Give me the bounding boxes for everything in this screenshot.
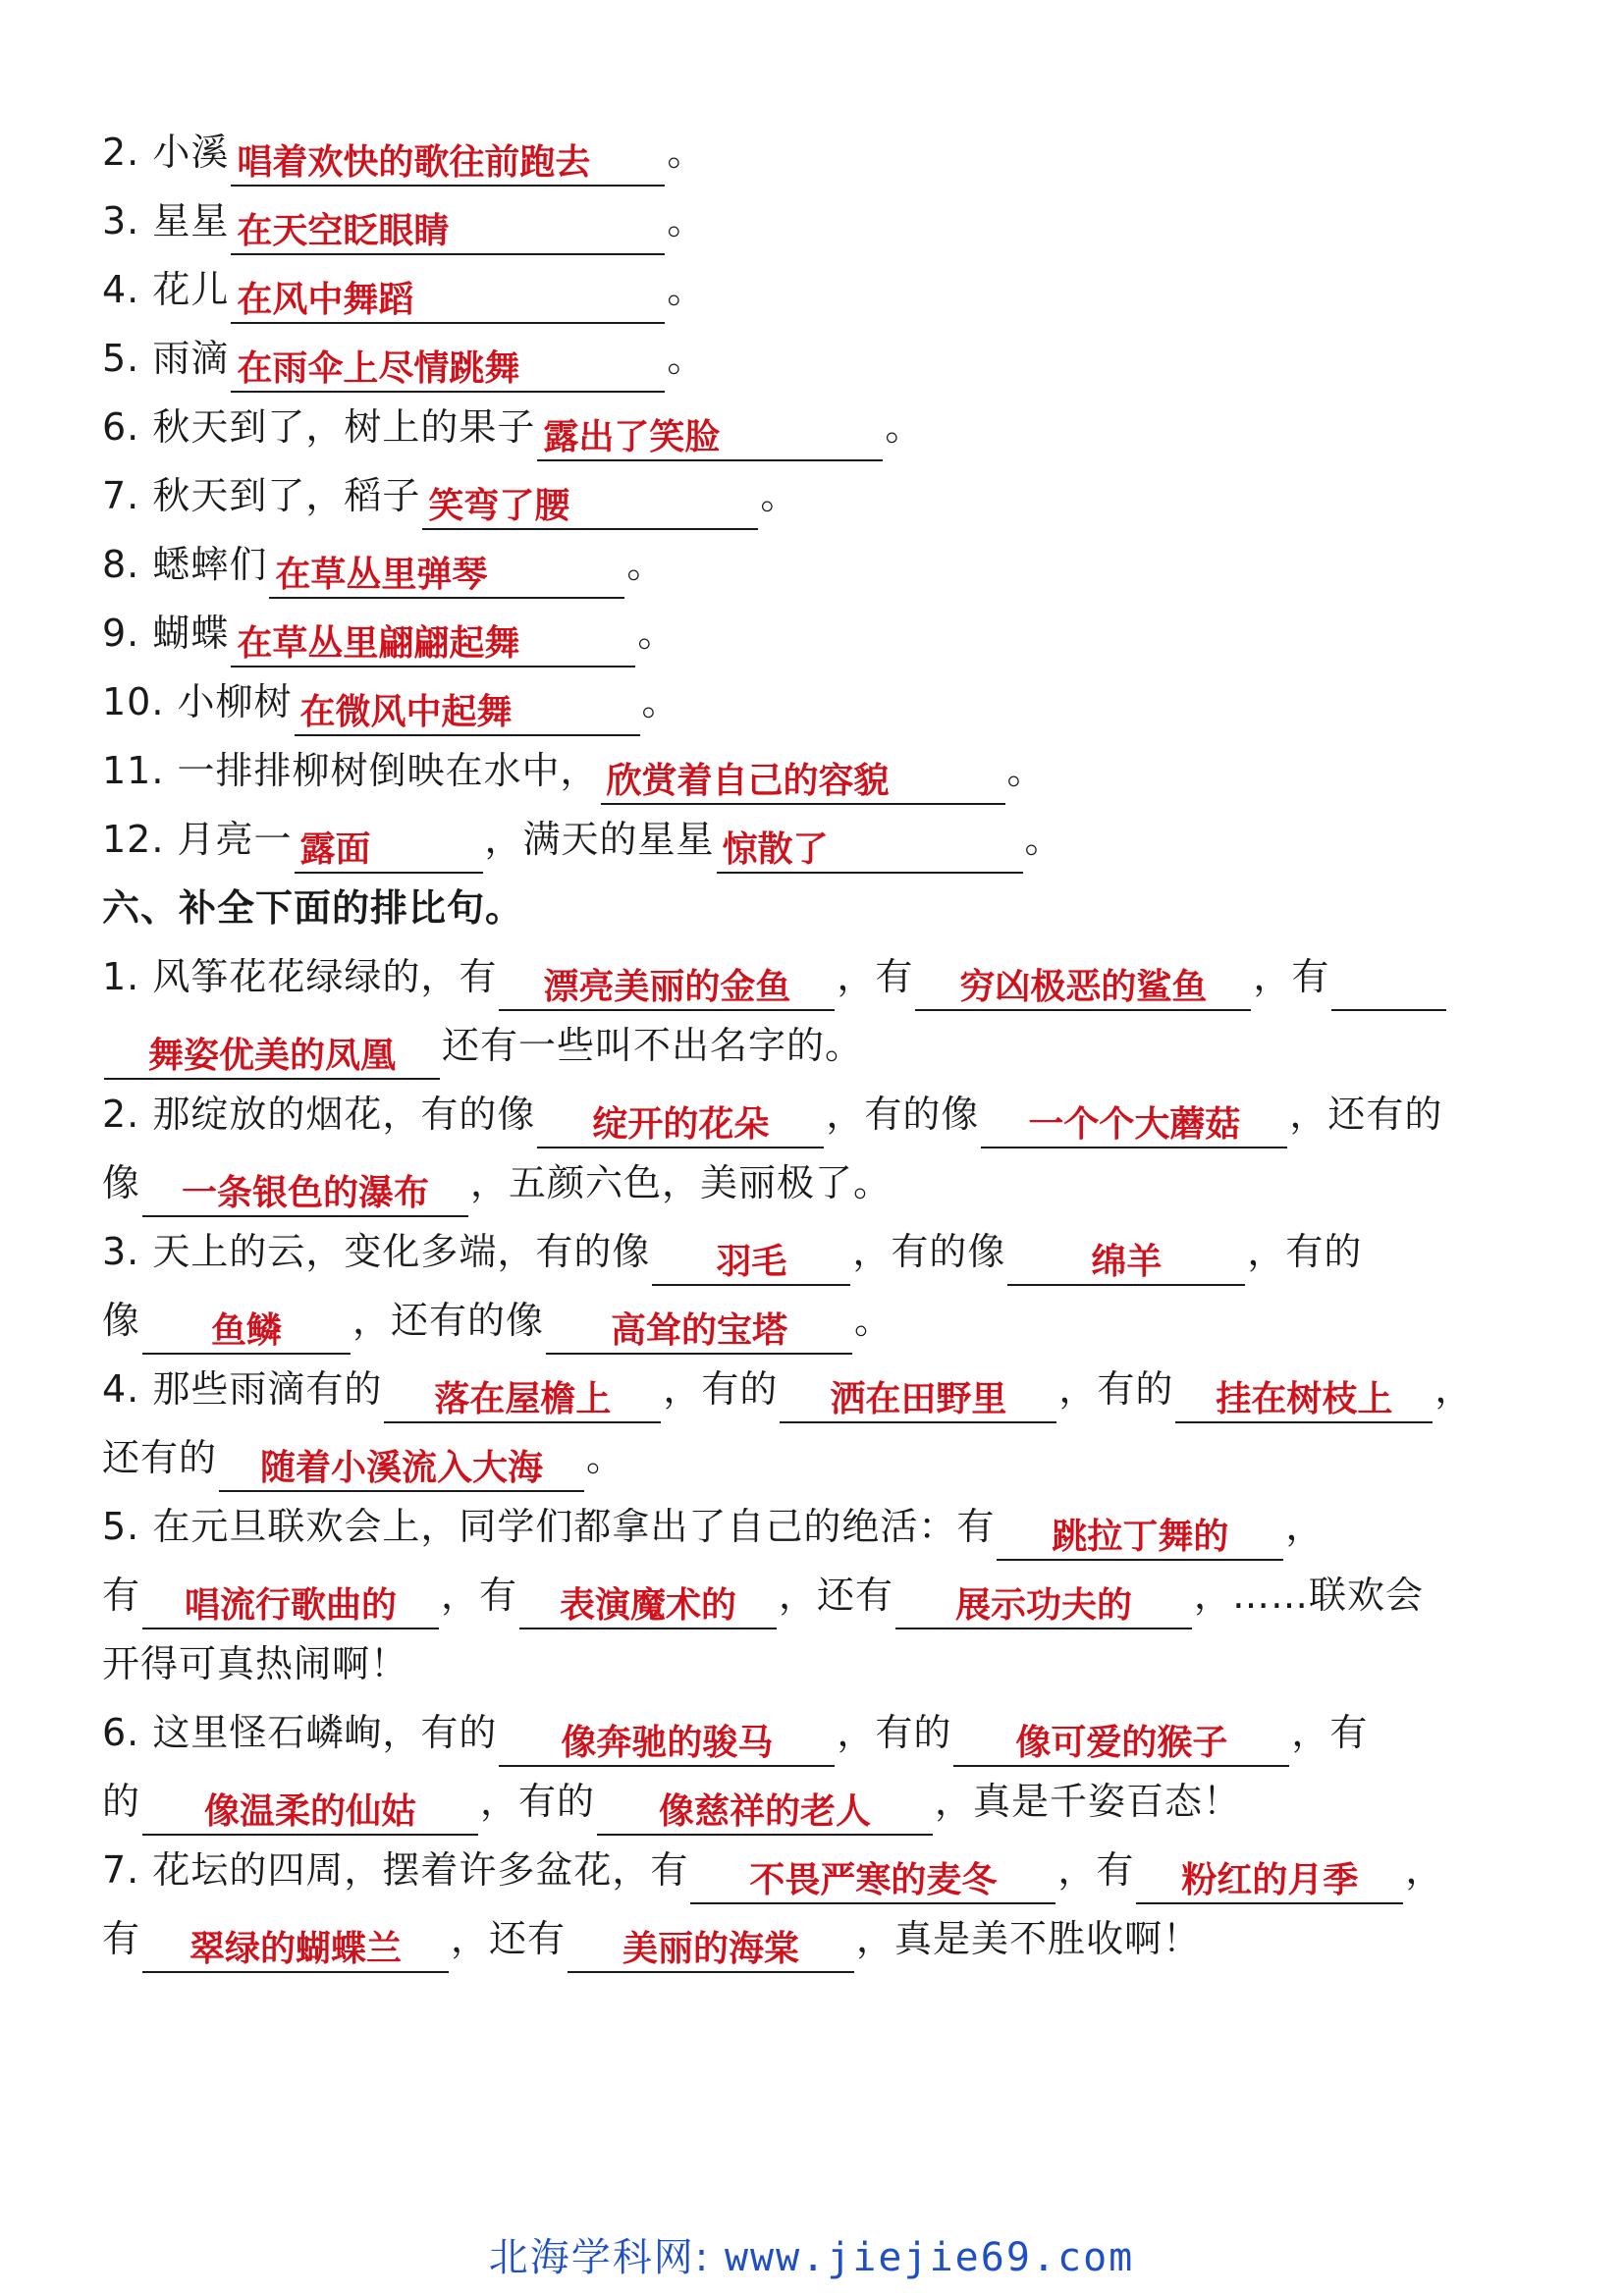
item-prompt: 2. 那绽放的烟花，有的像	[102, 1093, 536, 1136]
item-end: 。	[760, 474, 799, 517]
item-prompt: ，有的像	[826, 1093, 980, 1136]
item-prompt: ，满天的星星	[484, 818, 715, 861]
answer-text: 在草丛里翩翩起舞	[237, 623, 520, 664]
answer-text: 随着小溪流入大海	[260, 1448, 544, 1488]
answer-blank	[295, 683, 640, 736]
answer-text: 一条银色的瀑布	[182, 1173, 430, 1213]
answer-blank	[142, 1164, 468, 1217]
answer-text: 在雨伞上尽情跳舞	[237, 348, 520, 389]
item-end: 。	[885, 405, 924, 449]
parallel-item	[102, 1355, 1536, 1423]
item-prompt: 有	[102, 1574, 141, 1617]
item-prompt: 8. 蟋蟀们	[102, 543, 268, 586]
item-prompt: ，有的	[663, 1367, 779, 1411]
fill-item	[102, 599, 1536, 667]
answer-text: 笑弯了腰	[428, 486, 570, 526]
answer-text: 像慈祥的老人	[659, 1791, 872, 1832]
answer-blank	[499, 1714, 835, 1767]
answer-blank	[269, 546, 624, 599]
item-end: 。	[854, 1299, 893, 1342]
answer-text: 像可爱的猴子	[1015, 1723, 1228, 1763]
item-prompt: ，还有	[451, 1917, 567, 1960]
answer-text: 在微风中起舞	[299, 692, 513, 732]
item-prompt: 6. 秋天到了，树上的果子	[102, 405, 536, 449]
item-prompt: ，有的	[1058, 1367, 1174, 1411]
item-end: 。	[626, 543, 666, 586]
answer-blank	[104, 1027, 440, 1080]
item-prompt: 4. 花儿	[102, 268, 230, 311]
item-end: 。	[667, 268, 706, 311]
answer-blank	[997, 1508, 1283, 1561]
item-end: ，五颜六色，美丽极了。	[470, 1161, 893, 1204]
item-prompt: 像	[102, 1161, 141, 1204]
answer-text: 绽开的花朵	[592, 1104, 770, 1145]
answer-blank	[1175, 1370, 1433, 1423]
fill-item	[102, 805, 1536, 874]
answer-blank	[568, 1920, 854, 1973]
answer-text: 绵羊	[1091, 1242, 1163, 1282]
item-prompt: 5. 雨滴	[102, 337, 230, 380]
item-end: 。	[667, 337, 706, 380]
item-prompt: 7. 秋天到了，稻子	[102, 474, 421, 517]
answer-text: 跳拉丁舞的	[1052, 1517, 1229, 1557]
answer-blank	[231, 614, 635, 667]
answer-blank	[953, 1714, 1289, 1767]
answer-blank	[295, 821, 483, 874]
answer-text: 像奔驰的骏马	[561, 1723, 774, 1763]
answer-blank	[231, 340, 665, 393]
item-prompt: 6. 这里怪石嶙峋，有的	[102, 1711, 498, 1754]
answer-blank	[231, 133, 665, 187]
item-end: 。	[1024, 818, 1063, 861]
fill-item	[102, 393, 1536, 461]
answer-text: 惊散了	[722, 829, 829, 870]
item-end: 。	[641, 680, 680, 723]
item-prompt: ，还有	[779, 1574, 894, 1617]
answer-text: 露出了笑脸	[543, 417, 721, 457]
answer-blank	[231, 271, 665, 324]
answer-blank	[1007, 1233, 1245, 1286]
fill-item	[102, 187, 1536, 255]
answer-blank	[142, 1920, 449, 1973]
parallel-item-cont	[102, 1011, 1536, 1080]
answer-text: 美丽的海棠	[622, 1929, 800, 1969]
answer-blank	[422, 477, 758, 530]
answer-blank	[537, 1095, 824, 1148]
fill-item	[102, 324, 1536, 393]
answer-blank	[499, 958, 835, 1011]
item-end: ，真是千姿百态！	[935, 1780, 1242, 1823]
item-prompt: ，有	[1057, 1848, 1135, 1892]
answer-text: 落在屋檐上	[434, 1379, 612, 1419]
answer-text: 高耸的宝塔	[611, 1310, 788, 1351]
parallel-item	[102, 1080, 1536, 1148]
answer-blank	[1136, 1851, 1403, 1904]
answer-blank	[384, 1370, 661, 1423]
parallel-item	[102, 942, 1536, 1011]
item-end: 。	[1006, 749, 1046, 792]
item-prompt: ，有的	[1247, 1230, 1363, 1273]
answer-text: 羽毛	[716, 1242, 787, 1282]
fill-item	[102, 530, 1536, 599]
item-prompt: 3. 天上的云，变化多端，有的像	[102, 1230, 651, 1273]
item-prompt: ，	[1434, 1367, 1474, 1411]
answer-text: 欣赏着自己的容貌	[606, 761, 890, 801]
parallel-item-cont	[102, 1904, 1536, 1973]
answer-blank	[142, 1302, 351, 1355]
parallel-item-cont	[102, 1629, 1536, 1698]
item-end: 。	[637, 612, 676, 655]
item-prompt: ，有	[1291, 1711, 1369, 1754]
answer-blank	[142, 1783, 478, 1836]
item-prompt: 还有的	[102, 1436, 218, 1479]
item-prompt: 11. 一排排柳树倒映在水中，	[102, 749, 599, 792]
answer-blank	[219, 1439, 584, 1492]
answer-blank	[597, 1783, 933, 1836]
answer-text: 漂亮美丽的金鱼	[543, 967, 791, 1007]
parallel-item-cont	[102, 1561, 1536, 1629]
answer-text: 像温柔的仙姑	[204, 1791, 417, 1832]
item-end: 开得可真热闹啊！	[102, 1642, 409, 1685]
footer-url[interactable]: www.jiejie69.com	[724, 2235, 1135, 2280]
answer-text: 展示功夫的	[955, 1585, 1133, 1626]
answer-blank	[231, 202, 665, 255]
answer-blank	[915, 958, 1251, 1011]
item-prompt: 像	[102, 1299, 141, 1342]
answer-blank	[601, 752, 1005, 805]
answer-text: 在风中舞蹈	[237, 280, 414, 320]
answer-blank	[1331, 958, 1446, 1011]
answer-text: 舞姿优美的凤凰	[147, 1036, 396, 1076]
parallel-item	[102, 1836, 1536, 1904]
item-prompt: 9. 蝴蝶	[102, 612, 230, 655]
answer-text: 挂在树枝上	[1216, 1379, 1393, 1419]
answer-blank	[895, 1576, 1192, 1629]
item-prompt: ，有的	[480, 1780, 596, 1823]
answer-text: 鱼鳞	[211, 1310, 283, 1351]
item-prompt: 3. 星星	[102, 199, 230, 242]
page-footer	[0, 2226, 1623, 2282]
fill-item	[102, 736, 1536, 805]
item-prompt: ，	[1285, 1505, 1325, 1548]
parallel-item	[102, 1698, 1536, 1767]
answer-text: 一个个大蘑菇	[1028, 1104, 1241, 1145]
item-prompt: 4. 那些雨滴有的	[102, 1367, 383, 1411]
fill-item	[102, 667, 1536, 736]
answer-blank	[690, 1851, 1055, 1904]
answer-blank	[519, 1576, 777, 1629]
item-prompt: ，还有的	[1289, 1093, 1443, 1136]
fill-item	[102, 118, 1536, 187]
answer-blank	[537, 408, 883, 461]
item-prompt: 的	[102, 1780, 141, 1823]
answer-blank	[142, 1576, 439, 1629]
item-prompt: 7. 花坛的四周，摆着许多盆花，有	[102, 1848, 689, 1892]
item-prompt: ，有的像	[852, 1230, 1006, 1273]
answer-blank	[717, 821, 1023, 874]
item-end: 。	[667, 199, 706, 242]
answer-text: 在草丛里弹琴	[275, 555, 488, 595]
answer-blank	[780, 1370, 1056, 1423]
answer-text: 不畏严寒的麦冬	[749, 1860, 998, 1900]
fill-item	[102, 461, 1536, 530]
answer-text: 穷凶极恶的鲨鱼	[959, 967, 1208, 1007]
answer-text: 翠绿的蝴蝶兰	[189, 1929, 403, 1969]
item-prompt: ，有	[1253, 955, 1330, 998]
item-prompt: 12. 月亮一	[102, 818, 293, 861]
item-prompt: ，有	[837, 955, 914, 998]
item-prompt: ，	[1405, 1848, 1444, 1892]
answer-text: 露面	[299, 829, 371, 870]
item-prompt: ，有的	[837, 1711, 952, 1754]
parallel-item	[102, 1217, 1536, 1286]
item-end: ，真是美不胜收啊！	[856, 1917, 1202, 1960]
parallel-item	[102, 1492, 1536, 1561]
item-prompt: ，……联欢会	[1194, 1574, 1425, 1617]
fill-item	[102, 255, 1536, 324]
parallel-item-cont	[102, 1767, 1536, 1836]
item-prompt: 5. 在元旦联欢会上，同学们都拿出了自己的绝活：有	[102, 1505, 996, 1548]
parallel-item-cont	[102, 1148, 1536, 1217]
worksheet-page	[102, 118, 1536, 1973]
answer-blank	[652, 1233, 850, 1286]
item-end: 。	[667, 131, 706, 174]
answer-text: 表演魔术的	[560, 1585, 737, 1626]
item-prompt: ，有	[441, 1574, 518, 1617]
answer-text: 粉红的月季	[1181, 1860, 1359, 1900]
answer-blank	[981, 1095, 1287, 1148]
parallel-item-cont	[102, 1286, 1536, 1355]
answer-text: 唱流行歌曲的	[185, 1585, 398, 1626]
answer-text: 唱着欢快的歌往前跑去	[237, 142, 591, 183]
item-prompt: ，还有的像	[352, 1299, 545, 1342]
parallel-item-cont	[102, 1423, 1536, 1492]
answer-text: 洒在田野里	[830, 1379, 1007, 1419]
footer-site-name: 北海学科网:	[488, 2235, 711, 2280]
answer-text: 在天空眨眼睛	[237, 211, 450, 251]
section-heading: 六、补全下面的排比句。	[102, 886, 524, 930]
item-prompt: 有	[102, 1917, 141, 1960]
item-prompt: 10. 小柳树	[102, 680, 293, 723]
item-end: 。	[586, 1436, 625, 1479]
answer-blank	[546, 1302, 852, 1355]
item-prompt: 2. 小溪	[102, 131, 230, 174]
item-end: 还有一些叫不出名字的。	[442, 1024, 864, 1067]
item-prompt: 1. 风筝花花绿绿的，有	[102, 955, 498, 998]
